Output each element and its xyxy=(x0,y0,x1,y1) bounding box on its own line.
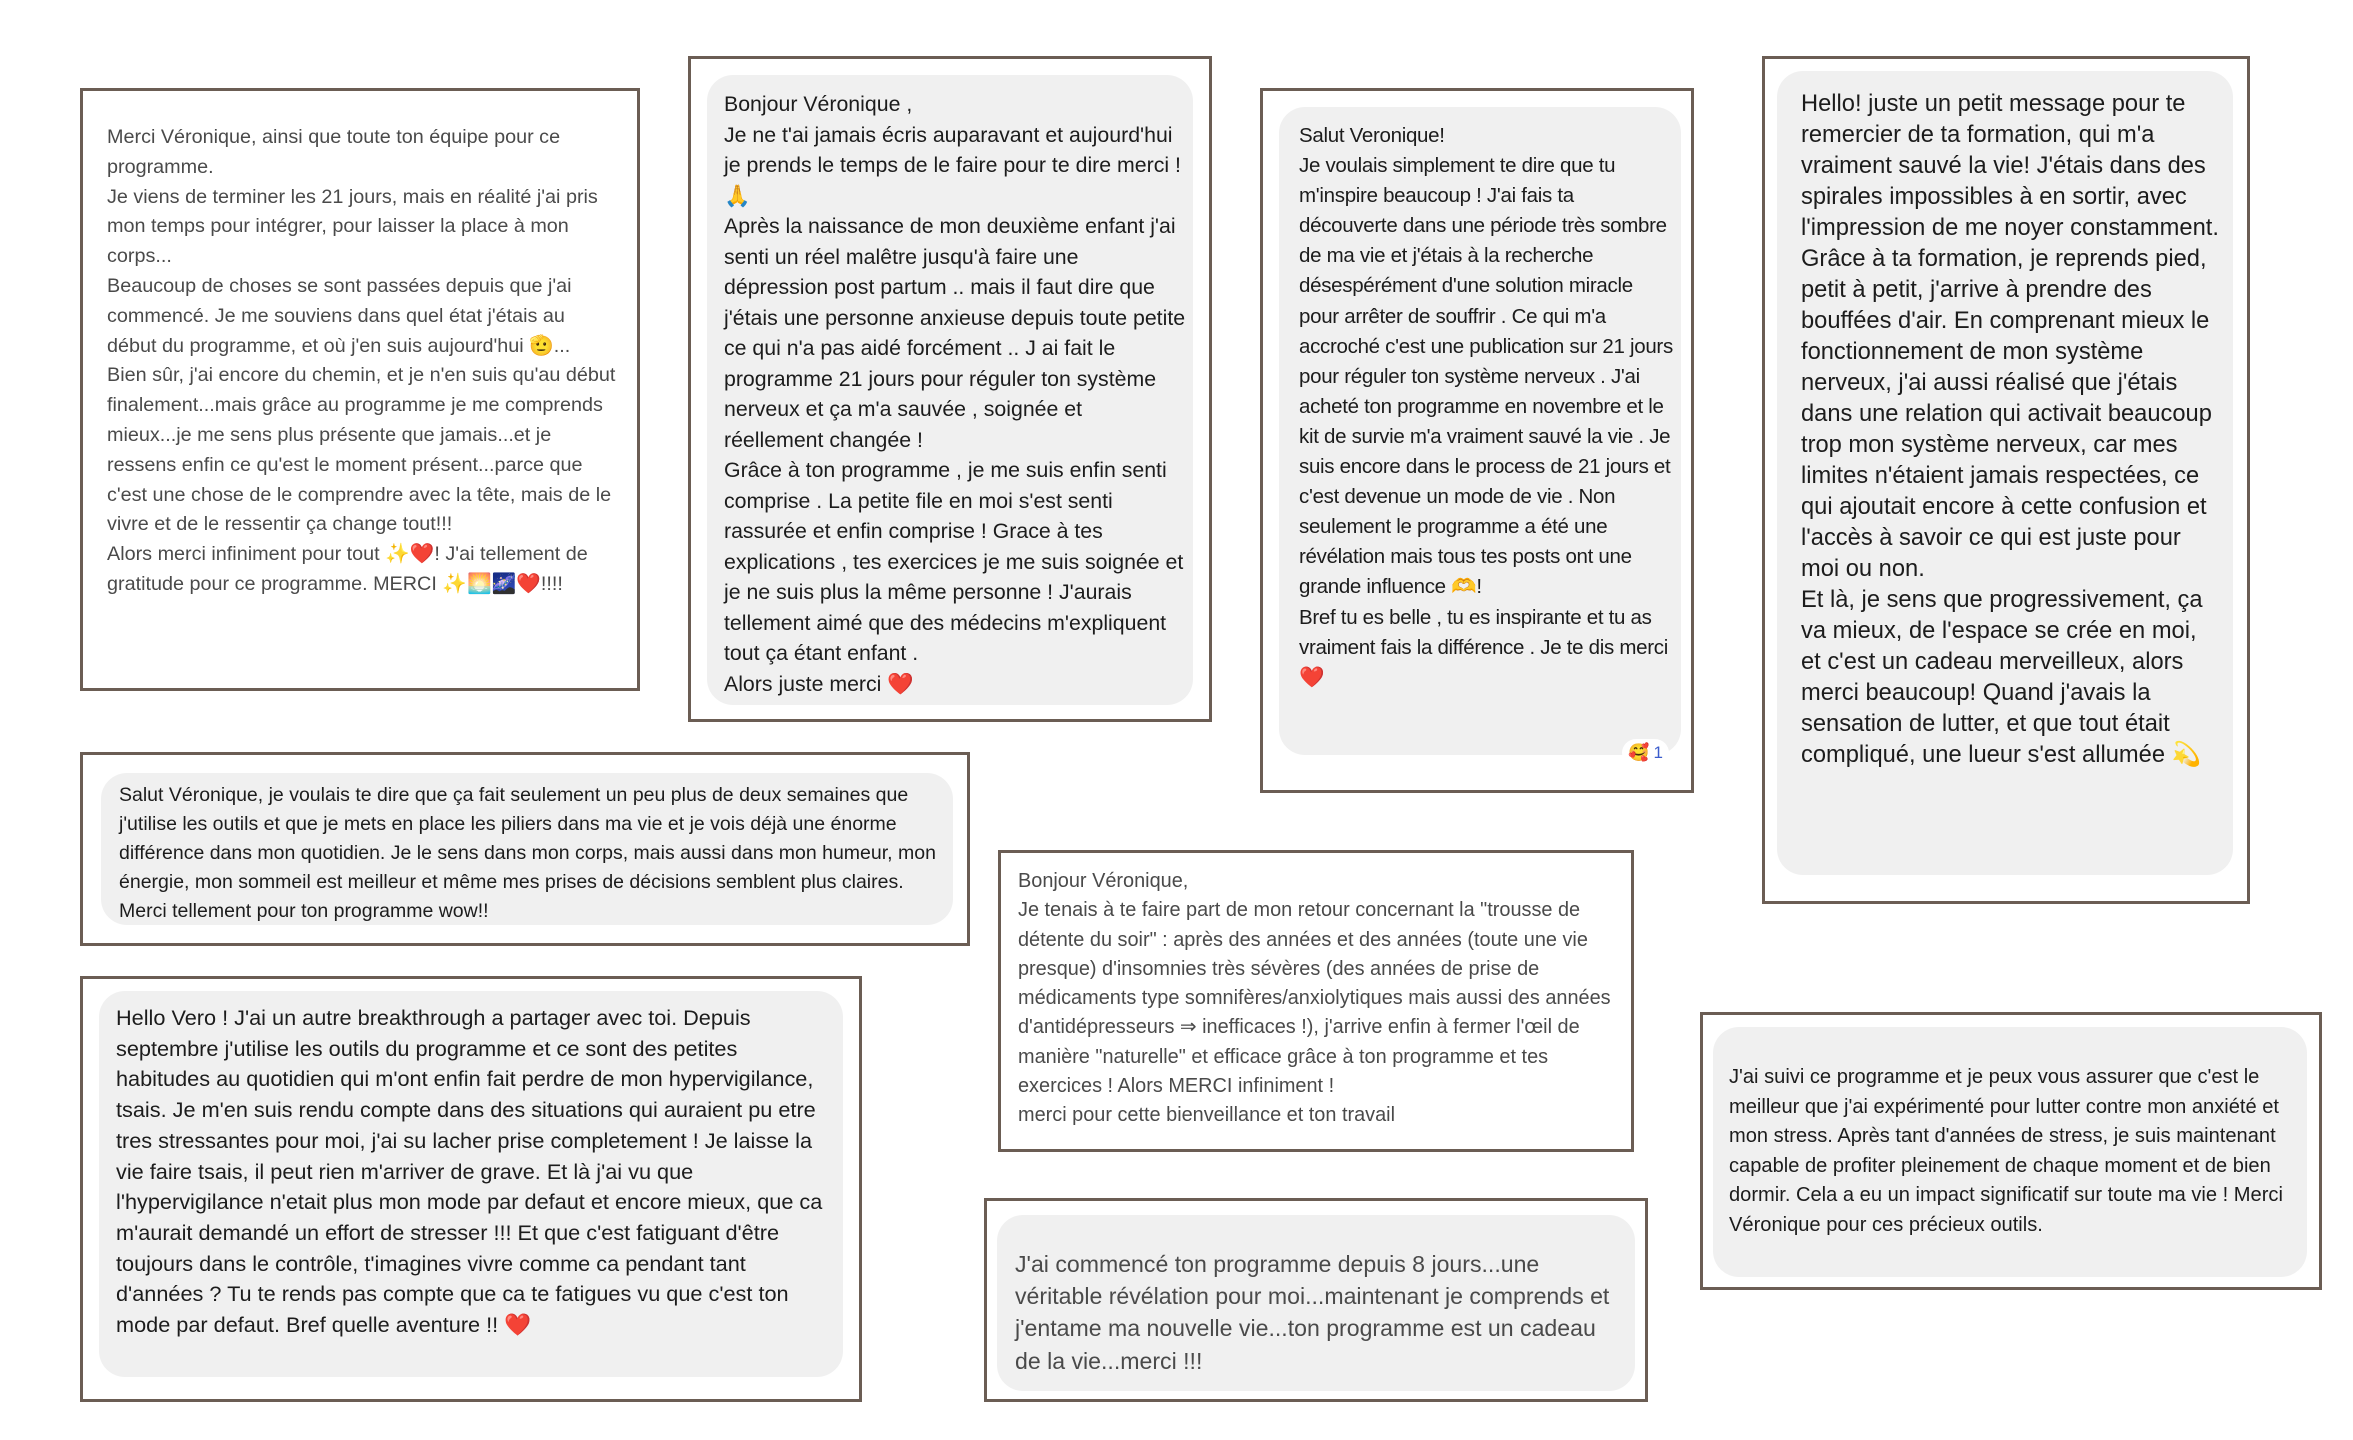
testimonial-text-box xyxy=(107,123,617,673)
testimonial-text: J'ai suivi ce programme et je peux vous assurer que c'est le meilleur que j'ai expérimenté pour lutter contre mon anxiété et mon stress. Après tant d'années de stress, je suis maintenant capable de profiter pleinement de chaque moment et de bien dormir. Cela a eu un impact significatif sur toute ma vie ! Merci Véronique pour ces précieux outils. xyxy=(1729,1066,2283,1236)
testimonial-card-4 xyxy=(1762,56,2250,904)
testimonial-card-9 xyxy=(1700,1012,2322,1290)
testimonial-text: Bonjour Véronique , Je ne t'ai jamais écris auparavant et aujourd'hui je prends le temps de le faire pour te dire merci ! 🙏 Après la naissance de mon deuxième enfant j'ai senti un réel malêtre jusqu'à faire une dépression post partum .. mais il faut dire que j'étais une personne anxieuse depuis toute petite ce qui n'a pas aidé forcément .. J ai fait le programme 21 jours pour réguler ton système nerveux et ça m'a sauvée , soignée et réellement changée ! Grâce à ton programme , je me suis enfin senti comprise . La petite file en moi s'est senti rassurée et enfin comprise ! Grace à tes explications , tes exercices je me suis soignée et je ne suis plus la même personne ! J'aurais tellement aimé que des médecins m'expliquent tout ça étant enfant . Alors juste merci ❤️ xyxy=(724,92,1186,696)
testimonial-card-1 xyxy=(80,88,640,691)
message-bubble xyxy=(99,991,843,1377)
message-bubble xyxy=(707,75,1193,705)
reaction-badge[interactable] xyxy=(1622,739,1669,767)
testimonial-text: Hello Vero ! J'ai un autre breakthrough a partager avec toi. Depuis septembre j'utilise les outils du programme et ce sont des petites habitudes au quotidien qui m'ont enfin fait perdre de mon hypervigilance, tsais. Je m'en suis rendu compte dans des situations qui auraient pu etre tres stressantes pour moi, j'ai su lacher prise completement ! Je laisse la vie faire tsais, il peut rien m'arriver de grave. Et là j'ai vu que l'hypervigilance n'etait plus mon mode par defaut et encore mieux, que ca m'aurait demandé un effort de stresser !!! Et que c'est fatiguant d'être toujours dans le contrôle, t'imagines vivre comme ca pendant tant d'années ? Tu te rends pas compte que ca te fatigues vu que c'est ton mode par defaut. Bref quelle aventure !! ❤️ xyxy=(116,1005,823,1338)
testimonial-text: Hello! juste un petit message pour te remercier de ta formation, qui m'a vraiment sauvé la vie! J'étais dans des spirales impossibles à en sortir, avec l'impression de me noyer constamment. Grâce à ta formation, je reprends pied, petit à petit, j'arrive à prendre des bouffées d'air. En comprenant mieux le fonctionnement de mon système nerveux, j'ai aussi réalisé que j'étais dans une relation qui activait beaucoup trop mon système nerveux, car mes limites n'étaient jamais respectées, ce qui ajoutait encore à cette confusion et l'accès à savoir ce qui est juste pour moi ou non. Et là, je sens que progressivement, ça va mieux, de l'espace se crée en moi, et c'est un cadeau merveilleux, alors merci beaucoup! Quand j'avais la sensation de lutter, et que tout était compliqué, une lueur s'est allumée 💫 xyxy=(1801,91,2219,768)
testimonial-text: Salut Veronique! Je voulais simplement te dire que tu m'inspire beaucoup ! J'ai fais ta découverte dans une période très sombre de ma vie et j'étais à la recherche désespérément d'une solution miracle pour arrêter de souffrir . Ce qui m'a accroché c'est une publication sur 21 jours pour réguler ton système nerveux . J'ai acheté ton programme en novembre et le kit de survie m'a vraiment sauvé la vie . Je suis encore dans le process de 21 jours et c'est devenue un mode de vie . Non seulement le programme a été une révélation mais tous tes posts ont une grande influence 🫶! Bref tu es belle , tu es inspirante et tu as vraiment fais la différence . Je te dis merci ❤️ xyxy=(1299,124,1673,689)
message-bubble xyxy=(101,773,953,925)
testimonial-text: Salut Véronique, je voulais te dire que ça fait seulement un peu plus de deux semaines que j'utilise les outils et que je mets en place les piliers dans ma vie et je vois déjà une énorme différence dans mon quotidien. Je le sens dans mon corps, mais aussi dans mon humeur, mon énergie, mon sommeil est meilleur et même mes prises de décisions semblent plus claires. Merci tellement pour ton programme wow!! xyxy=(119,784,936,922)
message-bubble xyxy=(1713,1027,2307,1277)
testimonial-card-5 xyxy=(80,752,970,946)
testimonial-card-2 xyxy=(688,56,1212,722)
testimonial-text: Merci Véronique, ainsi que toute ton équipe pour ce programme. Je viens de terminer les 21 jours, mais en réalité j'ai pris mon temps pour intégrer, pour laisser la place à mon corps... Beaucoup de choses se sont passées depuis que j'ai commencé. Je me souviens dans quel état j'étais au début du programme, et où j'en suis aujourd'hui 🫡... Bien sûr, j'ai encore du chemin, et je n'en suis qu'au début finalement...mais grâce au programme je me comprends mieux...je me sens plus présente que jamais...et je ressens enfin ce qu'est le moment présent...parce que c'est une chose de le comprendre avec la tête, mais de le vivre et de le ressentir ça change tout!!! Alors merci infiniment pour tout ✨❤️! J'ai tellement de gratitude pour ce programme. MERCI ✨🌅🌌❤️!!!! xyxy=(107,126,616,595)
message-bubble xyxy=(1777,71,2233,875)
testimonial-card-8 xyxy=(984,1198,1648,1402)
testimonial-text-box xyxy=(1018,867,1622,1147)
message-bubble xyxy=(997,1215,1635,1391)
smiling-hearts-emoji-icon: 🥰 xyxy=(1628,743,1650,762)
testimonial-card-3 xyxy=(1260,88,1694,793)
testimonial-text: J'ai commencé ton programme depuis 8 jours...une véritable révélation pour moi...maintenant je comprends et j'entame ma nouvelle vie...ton programme est un cadeau de la vie...merci !!! xyxy=(1015,1251,1610,1374)
testimonial-card-6 xyxy=(998,850,1634,1152)
message-bubble xyxy=(1279,107,1681,762)
testimonial-text: Bonjour Véronique, Je tenais à te faire part de mon retour concernant la "trousse de détente du soir" : après des années et des années (toute une vie presque) d'insomnies très sévères (des années de prise de médicaments type somnifères/anxiolytiques mais aussi des années d'antidépresseurs ⇒ inefficaces !), j'arrive enfin à fermer l'œil de manière "naturelle" et efficace grâce à ton programme et tes exercices ! Alors MERCI infiniment ! merci pour cette bienveillance et ton travail xyxy=(1018,870,1611,1127)
reaction-count: 1 xyxy=(1653,743,1663,762)
testimonial-card-7 xyxy=(80,976,862,1402)
